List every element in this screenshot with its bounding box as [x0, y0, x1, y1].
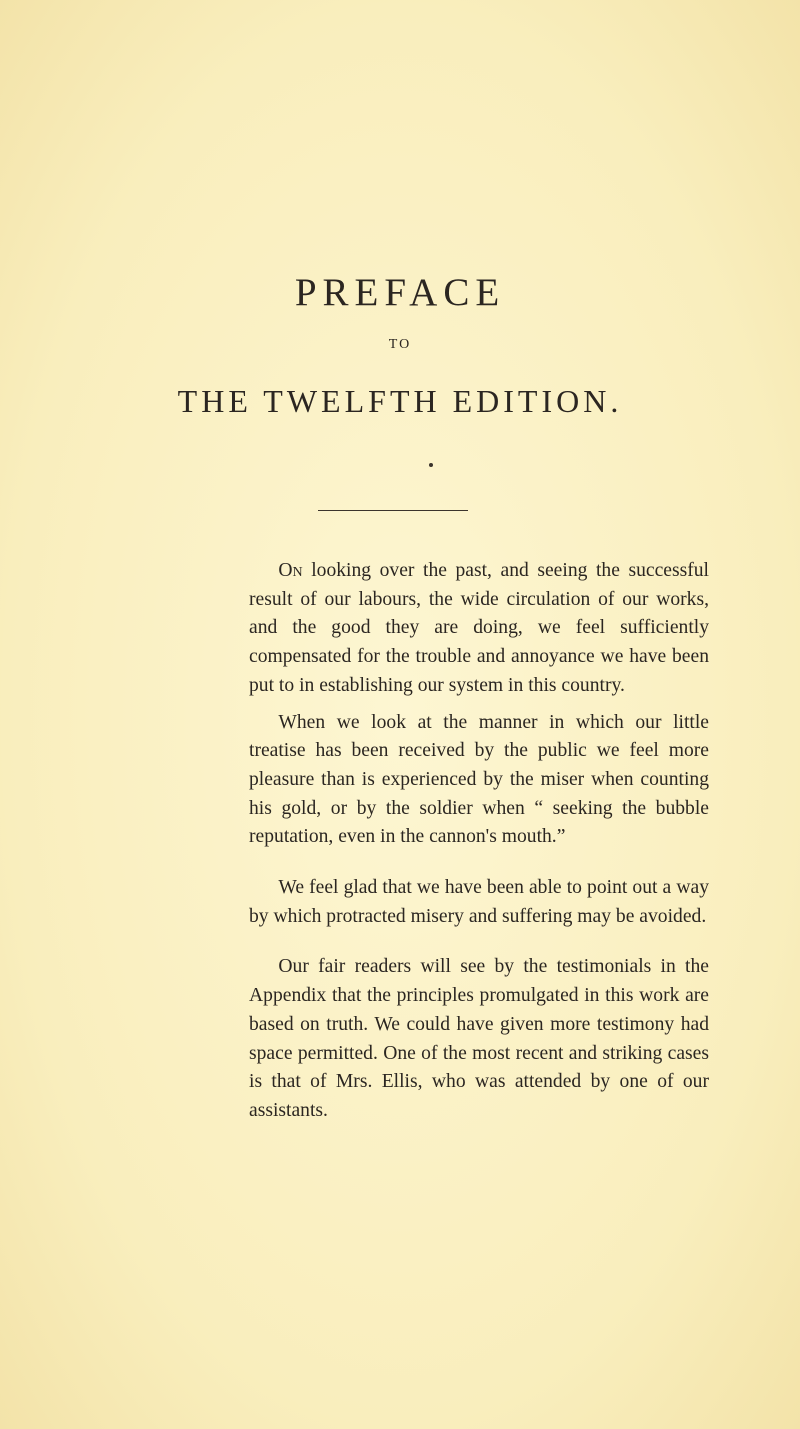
- paragraph-1: [249, 557, 709, 701]
- page-title: PREFACE: [294, 271, 506, 314]
- page-subtitle: THE TWELFTH EDITION.: [177, 383, 623, 419]
- preface-body: [249, 557, 709, 1126]
- ink-speck: [429, 463, 433, 467]
- divider-rule: [318, 510, 468, 511]
- paragraph-3: We feel glad that we have been able to point out a way by which protracted misery and suffering may be avoided.: [249, 877, 709, 927]
- paragraph-1-first-word: On: [278, 560, 303, 581]
- paragraph-1-text: looking over the past, and seeing the successful result of our labours, the wide circulation of our works, and the good they are doing, we feel sufficiently compensated for the trouble and annoyance we have been put to in establishing our system in this country.: [249, 560, 709, 696]
- paragraph-2: When we look at the manner in which our little treatise has been received by the public we feel more pleasure than is experienced by the miser when counting his gold, or by the soldier when “ seeking the bubble reputation, even in the cannon's mouth.”: [249, 711, 709, 848]
- title-connector: TO: [388, 337, 412, 352]
- paragraph-4: Our fair readers will see by the testimonials in the Appendix that the principles promulgated in this work are based on truth. We could have given more testimony had space permitted. One of the most recent and striking cases is that of Mrs. Ellis, who was attended by one of our assistants.: [249, 956, 709, 1121]
